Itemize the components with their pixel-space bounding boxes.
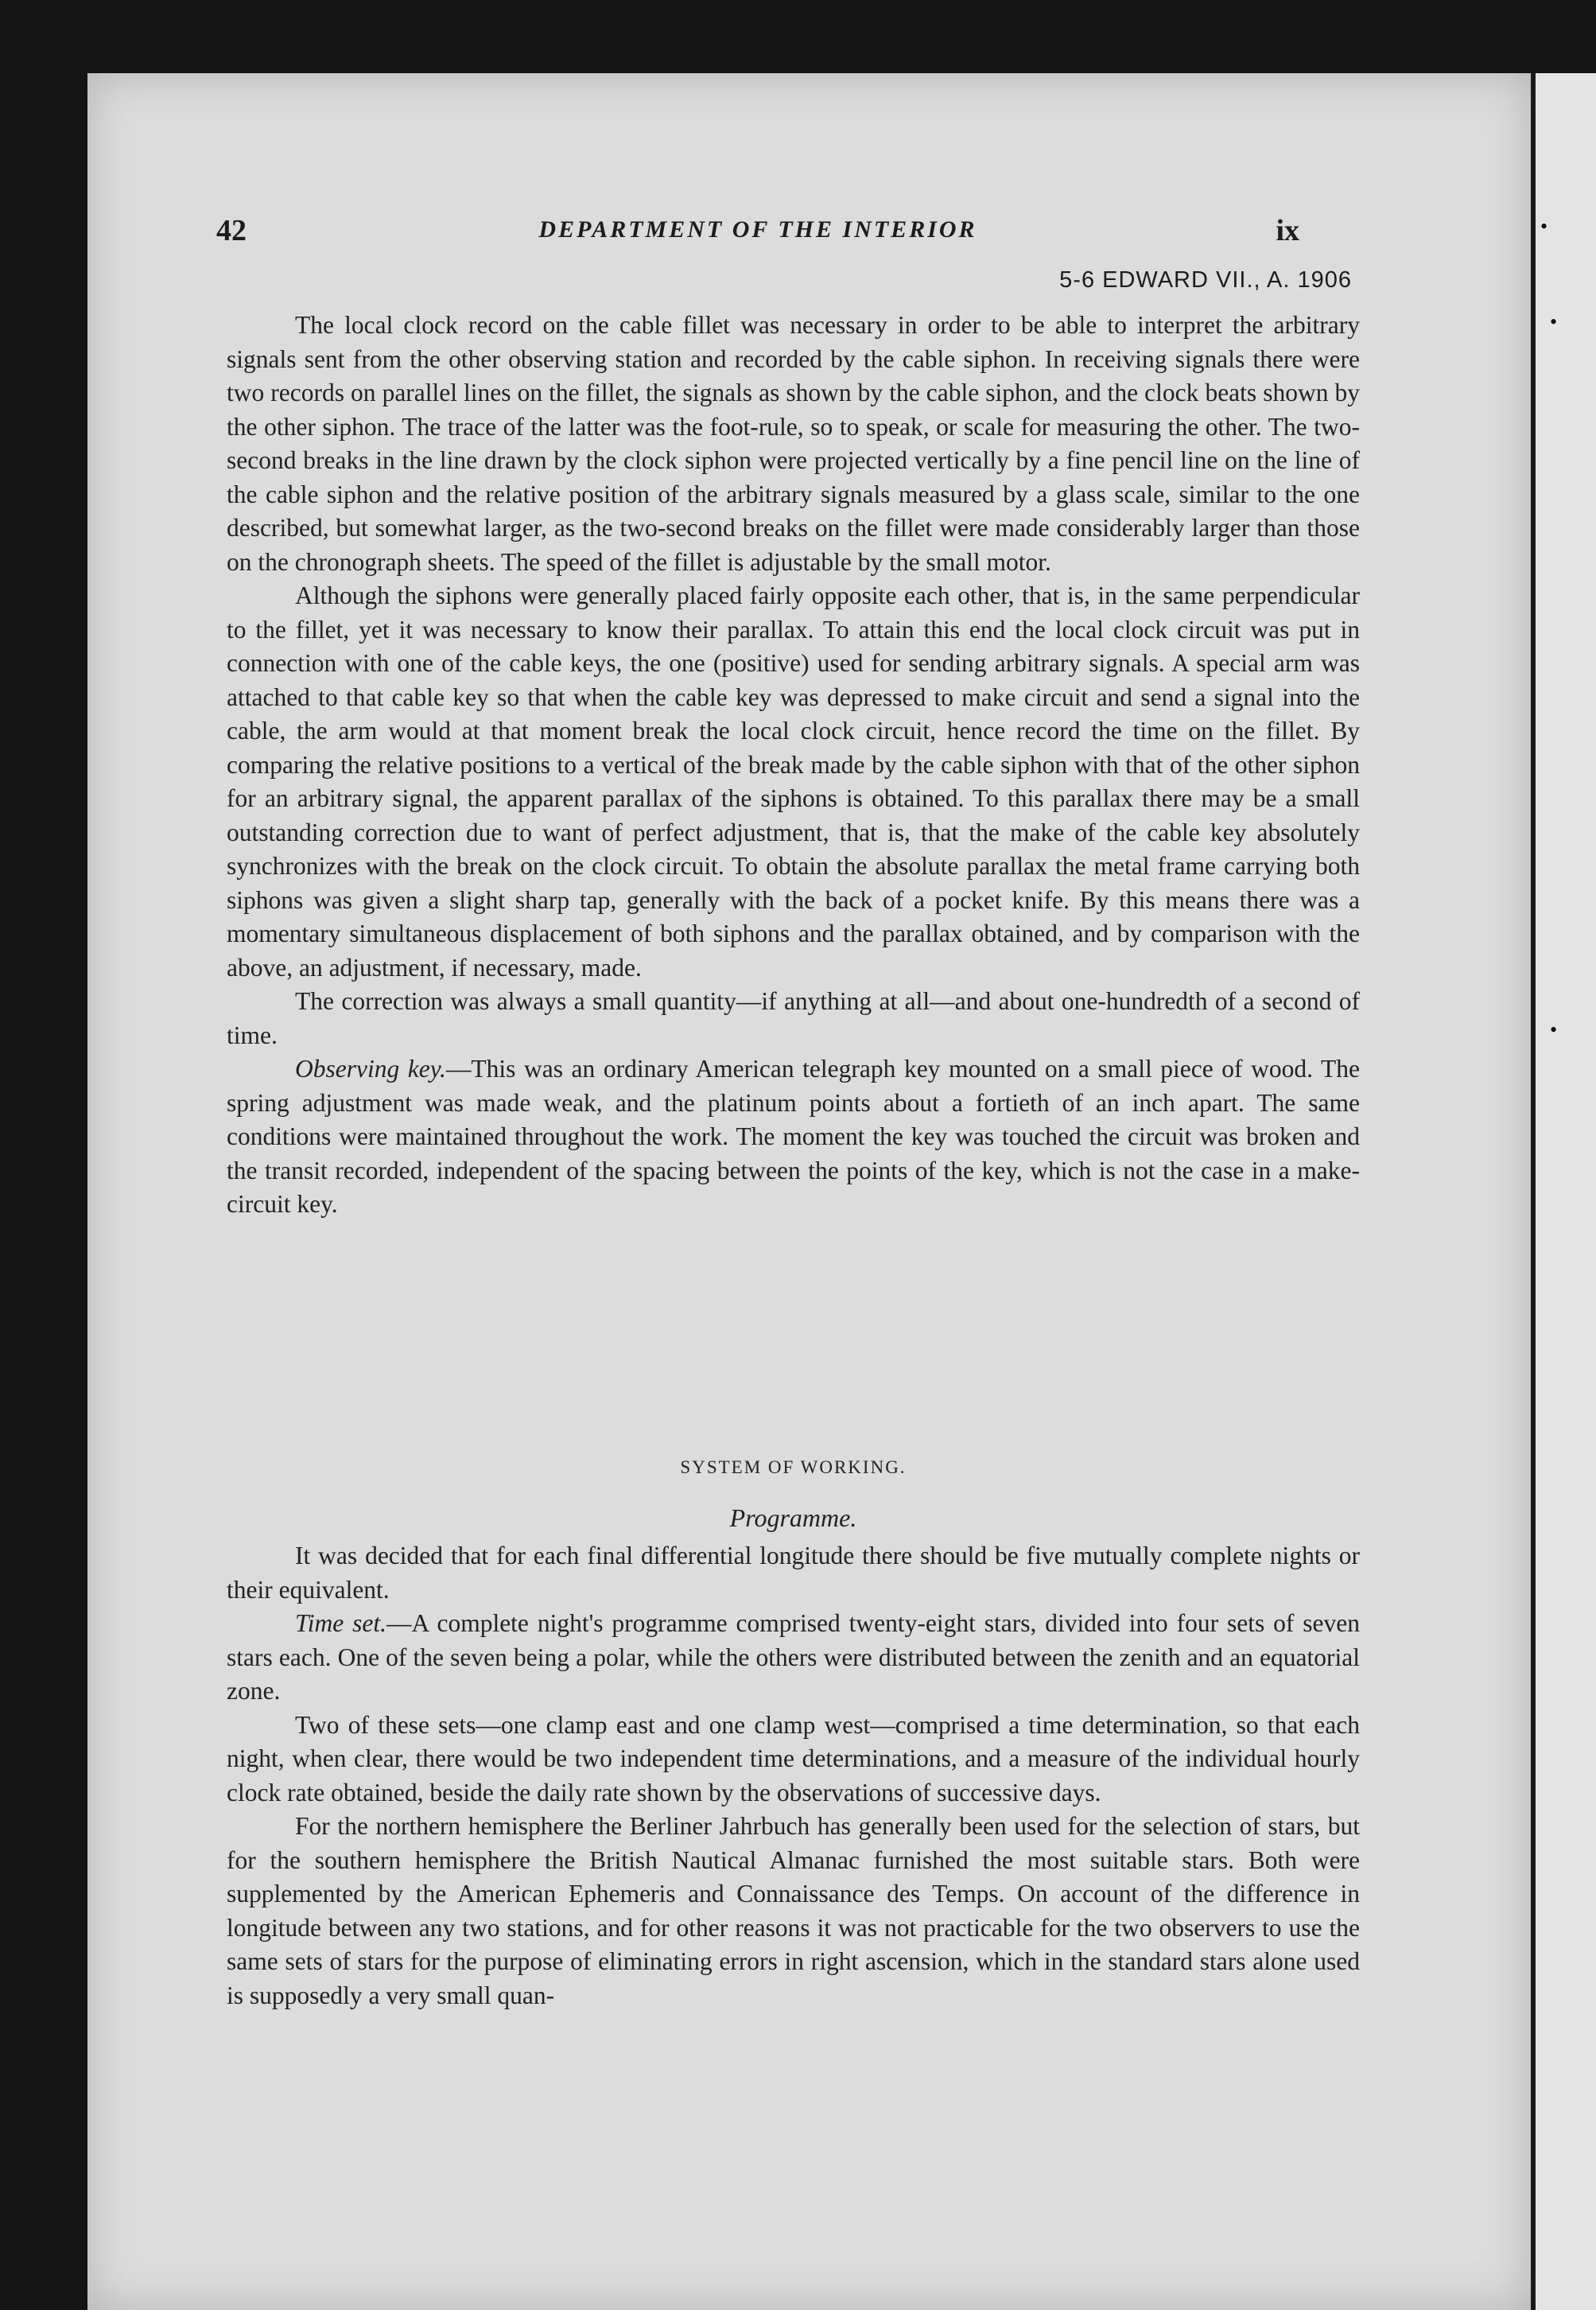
signature-mark: ix — [1276, 214, 1299, 247]
paragraph-text: —This was an ordinary American telegraph key mounted on a small piece of wood. The spring adjustment was made weak, and the platinum points about a fortieth of an inch apart. The same conditions were maintained throughout the work. The moment the key was touched the circuit was broken and the transit recorded, independent of the spacing between the points of the key, which is not the case in a make-circuit key. — [227, 1055, 1360, 1218]
session-label: 5-6 EDWARD VII., A. 1906 — [1059, 267, 1352, 293]
paragraph: The local clock record on the cable fillet was necessary in order to be able to interpret the arbitrary signals sent from the other observing station and recorded by the cable siphon. In receiving signals there were two records on parallel lines on the fillet, the signals as shown by the cable siphon, and the clock beats shown by the other siphon. The trace of the latter was the foot-rule, so to speak, or scale for measuring the other. The two-second breaks in the line drawn by the clock siphon were projected vertically by a fine pencil line on the line of the cable siphon and the relative position of the arbitrary signals measured by a glass scale, similar to the one described, but somewhat larger, as the two-second breaks on the fillet were made considerably larger than those on the chronograph sheets. The speed of the fillet is adjustable by the small motor. — [227, 311, 1360, 576]
paragraph — [227, 1607, 1360, 1709]
edge-mark: • — [1540, 215, 1548, 238]
section-subheading: Programme. — [729, 1503, 857, 1532]
page-number: 42 — [216, 214, 247, 247]
paragraph: Two of these sets—one clamp east and one clamp west—comprised a time determination, so that each night, when clear, there would be two independent time determinations, and a measure of the individual hourly clock rate obtained, beside the daily rate shown by the observations of successive days. — [227, 1710, 1360, 1806]
paragraph — [227, 1052, 1360, 1222]
page-header — [216, 213, 1299, 248]
paragraph-text: —A complete night's programme comprised twenty-eight stars, divided into four sets of seven stars each. One of the seven being a polar, while the others were distributed between the zenith and an equatorial zone. — [227, 1609, 1360, 1705]
section-heading: SYSTEM OF WORKING. — [680, 1457, 907, 1477]
edge-mark: • — [1550, 1018, 1558, 1041]
paragraph-lead: Time set. — [295, 1609, 387, 1637]
paragraph-lead: Observing key. — [295, 1055, 446, 1083]
edge-mark: • — [1550, 310, 1558, 333]
running-title: DEPARTMENT OF THE INTERIOR — [538, 216, 977, 243]
paragraph: It was decided that for each final differential longitude there should be five mutually complete nights or their equivalent. — [227, 1542, 1360, 1604]
body-text — [227, 309, 1360, 1222]
paragraph: Although the siphons were generally placed fairly opposite each other, that is, in the same perpendicular to the fillet, yet it was necessary to know their parallax. To attain this end the local clock circuit was put in connection with one of the cable keys, the one (positive) used for sending arbitrary signals. A special arm was attached to that cable key so that when the cable key was depressed to make circuit and send a signal into the cable, the arm would at that moment break the local clock circuit, hence record the time on the fillet. By comparing the relative positions to a vertical of the break made by the cable siphon with that of the other siphon for an arbitrary signal, the apparent parallax of the siphons is obtained. To this parallax there may be a small outstanding correction due to want of perfect adjustment, that is, that the make of the cable key absolutely synchronizes with the break on the clock circuit. To obtain the absolute parallax the metal frame carrying both siphons was given a slight sharp tap, generally with the back of a pocket knife. By this means there was a momentary simultaneous displacement of both siphons and the parallax obtained, and by comparison with the above, an adjustment, if necessary, made. — [227, 581, 1360, 982]
adjacent-page-edge — [1531, 73, 1596, 2310]
paragraph: The correction was always a small quantity—if anything at all—and about one-hundredth of a second of time. — [227, 987, 1360, 1049]
section-text — [227, 1539, 1360, 2012]
paragraph: For the northern hemisphere the Berliner Jahrbuch has generally been used for the selection of stars, but for the southern hemisphere the British Nautical Almanac furnished the most suitable stars. Both were supplemented by the American Ephemeris and Connaissance des Temps. On account of the difference in longitude between any two stations, and for other reasons it was not practicable for the two observers to use the same sets of stars for the purpose of eliminating errors in right ascension, which in the standard stars alone used is supposedly a very small quan- — [227, 1812, 1360, 2009]
